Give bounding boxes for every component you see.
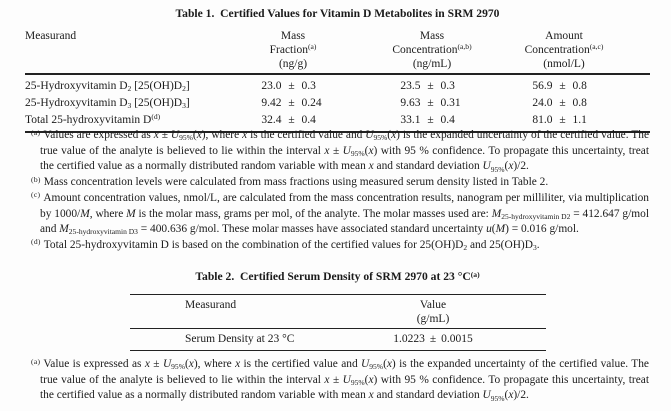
- header-line: Amount: [545, 30, 583, 42]
- value-uncertainty: 0.31: [440, 96, 461, 109]
- amount-concentration-value: [478, 80, 650, 92]
- table-row: [25, 94, 650, 111]
- value-uncertainty: 0.4: [301, 113, 316, 126]
- value-uncertainty: 0.3: [440, 79, 455, 92]
- column-header-amount-concentration: [478, 30, 650, 71]
- mass-concentration-value: [386, 114, 478, 126]
- footnote-marker: (c): [31, 190, 41, 200]
- amount-concentration-value: [478, 114, 650, 126]
- header-unit: (ng/mL): [412, 57, 452, 70]
- header-line: Fraction$^{(a)}$: [269, 42, 317, 56]
- value-number: 24.0: [532, 96, 553, 109]
- plus-minus: ±: [429, 333, 437, 345]
- plus-minus: ±: [559, 79, 566, 92]
- footnote-marker: (a): [31, 356, 41, 366]
- mass-fraction-value: [200, 80, 386, 92]
- mass-fraction-value: [200, 114, 386, 126]
- value-uncertainty: 0.8: [572, 79, 587, 92]
- column-header-mass-fraction: [200, 30, 386, 71]
- table1-title: Table 1. Certified Values for Vitamin D Metabolites in SRM 2970: [175, 7, 500, 20]
- mass-fraction-value: [200, 97, 386, 109]
- table1-header-row: [25, 27, 650, 75]
- column-header-mass-concentration: [386, 30, 478, 71]
- header-line: Mass: [280, 30, 306, 42]
- plus-minus: ±: [427, 113, 434, 126]
- value-uncertainty: 0.8: [572, 96, 587, 109]
- table2: [130, 294, 546, 351]
- table2-footnotes: [25, 357, 649, 404]
- footnote-text: Value is expressed as x ± U95%(x), where x is the certified value and U95%(x) is the expanded uncertainty of the certified value. The true value of the analyte is believed to lie within the interval x ± U95%(x) with 95 % confidence. To propagate this uncertainty, treat the certified value as a normally distributed random variable with mean x and standard deviation U95%(x)/2.: [40, 358, 649, 403]
- value-number: 23.0: [261, 79, 282, 92]
- footnote-d: [25, 238, 649, 254]
- serum-density-label: Serum Density at 23 °C: [185, 333, 295, 345]
- value-number: 32.4: [261, 113, 282, 126]
- value-uncertainty: 0.0015: [441, 333, 473, 345]
- footnote-text: Amount concentration values, nmol/L, are calculated from the mass concentration results, nanogram per milliliter, via multiplication by 1000/M, where M is the molar mass, grams per mol, of the analyte. The molar masses used are: M25-hydroxyvitamin D2 = 412.647 g/mol and M25-hydroxyvitamin D3 = 400.636 g/mol. These molar masses have associated standard uncertainty u(M) = 0.016 g/mol.: [40, 191, 649, 237]
- measurand-label: Total 25-hydroxyvitamin $D^{(d)}$: [25, 112, 161, 126]
- value-number: 1.0223: [393, 333, 425, 345]
- measurand-label: 25-Hydroxyvitamin D3 [25(OH)D3]: [25, 96, 190, 111]
- plus-minus: ±: [559, 96, 566, 109]
- table-row: [130, 329, 546, 351]
- value-number: 23.5: [400, 79, 421, 92]
- value-number: 9.42: [261, 96, 282, 109]
- column-header-value: [320, 298, 546, 326]
- plus-minus: ±: [427, 79, 434, 92]
- header-unit: (g/mL): [416, 313, 450, 325]
- plus-minus: ±: [559, 113, 566, 126]
- table2-header-row: [130, 294, 546, 329]
- table-row: [25, 77, 650, 94]
- header-line: Mass: [419, 30, 445, 42]
- footnote-b: [25, 175, 649, 191]
- header-line: Concentration$^{(a,c)}$: [524, 42, 604, 56]
- plus-minus: ±: [427, 96, 434, 109]
- header-line: Value: [419, 299, 447, 311]
- table2-title: Table 2. Certified Serum Density of SRM 2970 at 23 $^\circ C^{(a)}$: [195, 269, 480, 283]
- value-uncertainty: 0.3: [301, 79, 316, 92]
- column-header-measurand: Measurand: [185, 299, 237, 311]
- table1-footnotes: [25, 128, 649, 254]
- value-number: 56.9: [532, 79, 553, 92]
- mass-concentration-value: [386, 97, 478, 109]
- value-number: 9.63: [400, 96, 421, 109]
- table1-body: [25, 75, 650, 133]
- plus-minus: ±: [288, 79, 295, 92]
- footnote-text: Mass concentration levels were calculated from mass fractions using measured serum density listed in Table 2.: [43, 176, 549, 189]
- footnote-text: Values are expressed as x ± U95%(x), where x is the certified value and U95%(x) is the expanded uncertainty of the certified value. The true value of the analyte is believed to lie within the interval x ± U95%(x) with 95 % confidence. To propagate this uncertainty, treat the certified value as a normally distributed random variable with mean x and standard deviation U95%(x)/2.: [40, 129, 650, 174]
- footnote-a: [25, 128, 649, 175]
- value-uncertainty: 1.1: [572, 113, 587, 126]
- footnote-c: [25, 191, 649, 238]
- table1: [25, 27, 650, 133]
- table-row: [25, 111, 650, 128]
- plus-minus: ±: [288, 96, 295, 109]
- plus-minus: ±: [288, 113, 295, 126]
- amount-concentration-value: [478, 97, 650, 109]
- footnote-marker: (d): [31, 237, 41, 247]
- value-number: 81.0: [532, 113, 553, 126]
- footnote-text: Total 25-hydroxyvitamin D is based on the combination of the certified values for 25(OH)D2 and 25(OH)D3.: [43, 238, 540, 253]
- header-line: Concentration$^{(a,b)}$: [392, 42, 472, 56]
- header-unit: (ng/g): [278, 57, 308, 70]
- footnote-a: [25, 357, 649, 404]
- serum-density-value: [320, 333, 546, 345]
- column-header-measurand: Measurand: [25, 30, 77, 42]
- header-unit: (nmol/L): [543, 57, 585, 70]
- value-number: 33.1: [400, 113, 421, 126]
- measurand-label: 25-Hydroxyvitamin D2 [25(OH)D2]: [25, 79, 190, 94]
- mass-concentration-value: [386, 80, 478, 92]
- footnote-marker: (a): [31, 127, 41, 137]
- footnote-marker: (b): [31, 174, 41, 184]
- value-uncertainty: 0.24: [301, 96, 322, 109]
- value-uncertainty: 0.4: [440, 113, 455, 126]
